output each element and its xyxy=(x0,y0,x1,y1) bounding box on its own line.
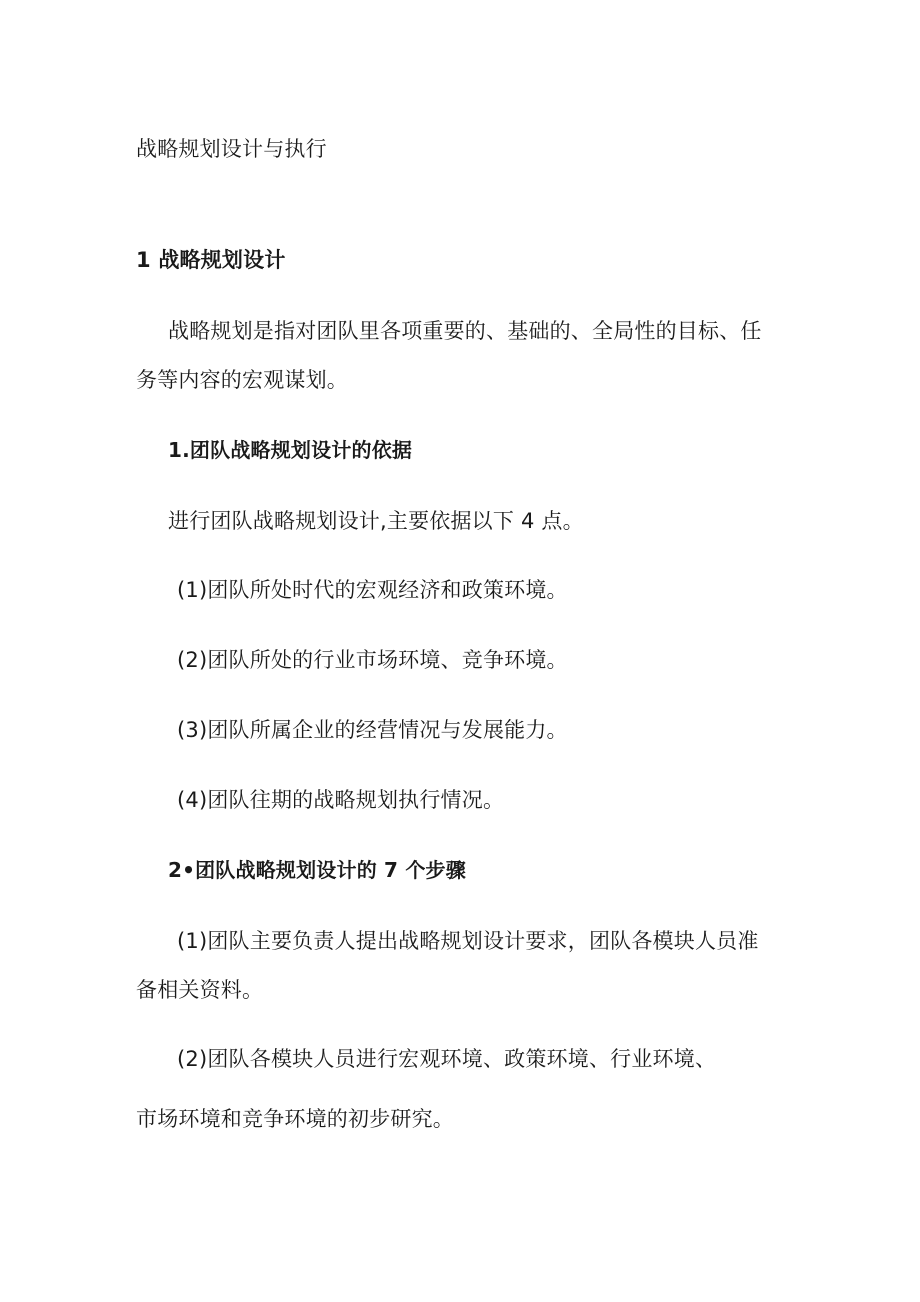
list-item: (4)团队往期的战略规划执行情况。 xyxy=(177,788,505,812)
paragraph-line: (2)团队各模块人员进行宏观环境、政策环境、行业环境、 xyxy=(177,1047,717,1071)
paragraph-line: 市场环境和竞争环境的初步研究。 xyxy=(136,1107,454,1131)
list-item: (3)团队所属企业的经营情况与发展能力。 xyxy=(177,718,568,742)
paragraph-line: 备相关资料。 xyxy=(136,978,264,1002)
paragraph-line: (1)团队主要负责人提出战略规划设计要求，团队各模块人员准 xyxy=(177,929,759,953)
paragraph-line: 进行团队战略规划设计,主要依据以下 4 点。 xyxy=(168,509,584,533)
subsection-heading: 2•团队战略规划设计的 7 个步骤 xyxy=(168,858,466,882)
paragraph-line: 战略规划是指对团队里各项重要的、基础的、全局性的目标、任 xyxy=(168,319,762,343)
paragraph-line: 务等内容的宏观谋划。 xyxy=(136,368,348,392)
list-item: (1)团队所处时代的宏观经济和政策环境。 xyxy=(177,578,568,602)
document-title: 战略规划设计与执行 xyxy=(136,137,327,161)
list-item: (2)团队所处的行业市场环境、竞争环境。 xyxy=(177,648,568,672)
section-heading: 1 战略规划设计 xyxy=(136,248,286,272)
subsection-heading: 1.团队战略规划设计的依据 xyxy=(168,438,413,462)
